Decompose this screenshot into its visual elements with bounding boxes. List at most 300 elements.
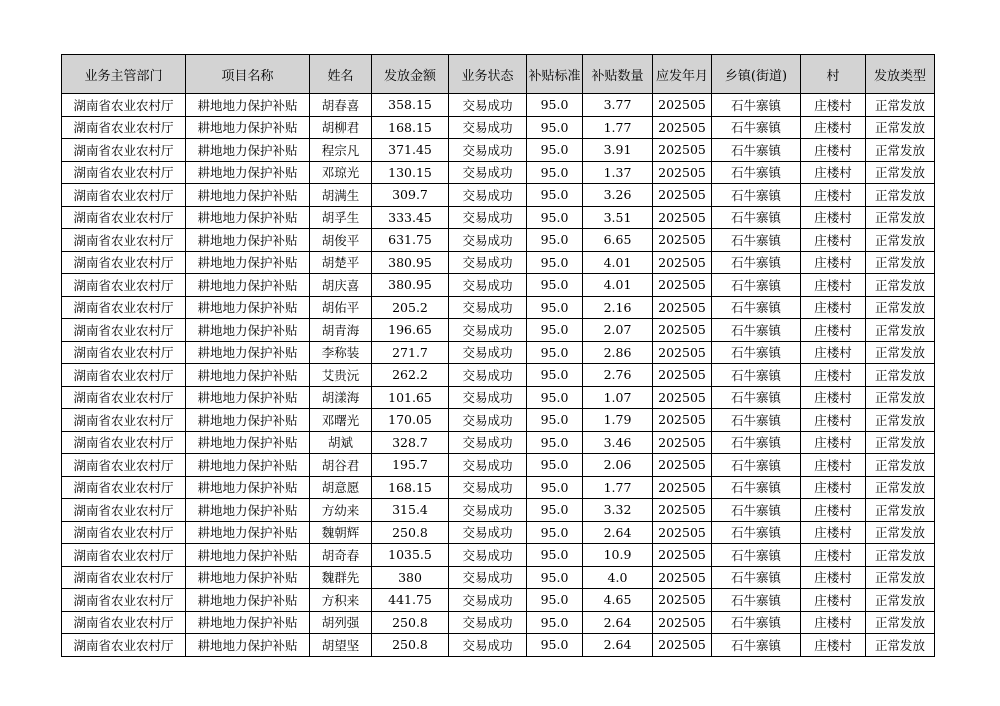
cell-quantity: 2.64 (583, 521, 653, 544)
cell-township: 石牛寨镇 (712, 409, 801, 432)
cell-name: 胡漾海 (310, 386, 372, 409)
cell-township: 石牛寨镇 (712, 206, 801, 229)
table-row (62, 139, 935, 162)
cell-quantity: 6.65 (583, 229, 653, 252)
cell-department: 湖南省农业农村厅 (62, 319, 186, 342)
cell-village: 庄楼村 (801, 364, 866, 387)
cell-project: 耕地地力保护补贴 (186, 634, 310, 657)
table-row (62, 184, 935, 207)
cell-period: 202505 (653, 544, 712, 567)
cell-quantity: 1.77 (583, 476, 653, 499)
cell-payout-type: 正常发放 (866, 454, 935, 477)
cell-standard: 95.0 (527, 94, 583, 117)
cell-amount: 333.45 (372, 206, 449, 229)
cell-village: 庄楼村 (801, 409, 866, 432)
cell-quantity: 1.07 (583, 386, 653, 409)
cell-quantity: 4.01 (583, 274, 653, 297)
cell-period: 202505 (653, 274, 712, 297)
column-header-quantity: 补贴数量 (583, 55, 653, 94)
cell-period: 202505 (653, 184, 712, 207)
cell-amount: 328.7 (372, 431, 449, 454)
cell-department: 湖南省农业农村厅 (62, 229, 186, 252)
table-row (62, 319, 935, 342)
cell-township: 石牛寨镇 (712, 319, 801, 342)
cell-quantity: 3.77 (583, 94, 653, 117)
cell-department: 湖南省农业农村厅 (62, 499, 186, 522)
cell-township: 石牛寨镇 (712, 431, 801, 454)
cell-standard: 95.0 (527, 251, 583, 274)
cell-name: 方幼来 (310, 499, 372, 522)
cell-standard: 95.0 (527, 139, 583, 162)
column-header-department: 业务主管部门 (62, 55, 186, 94)
cell-period: 202505 (653, 161, 712, 184)
cell-name: 胡俊平 (310, 229, 372, 252)
cell-department: 湖南省农业农村厅 (62, 386, 186, 409)
cell-name: 方积来 (310, 589, 372, 612)
cell-village: 庄楼村 (801, 454, 866, 477)
cell-department: 湖南省农业农村厅 (62, 566, 186, 589)
cell-department: 湖南省农业农村厅 (62, 521, 186, 544)
cell-status: 交易成功 (449, 296, 527, 319)
cell-village: 庄楼村 (801, 161, 866, 184)
table-row (62, 544, 935, 567)
column-header-period: 应发年月 (653, 55, 712, 94)
table-row (62, 94, 935, 117)
cell-standard: 95.0 (527, 409, 583, 432)
cell-period: 202505 (653, 634, 712, 657)
cell-name: 邓琼光 (310, 161, 372, 184)
cell-name: 胡佑平 (310, 296, 372, 319)
cell-township: 石牛寨镇 (712, 341, 801, 364)
cell-project: 耕地地力保护补贴 (186, 319, 310, 342)
table-row (62, 499, 935, 522)
cell-standard: 95.0 (527, 206, 583, 229)
cell-amount: 170.05 (372, 409, 449, 432)
cell-department: 湖南省农业农村厅 (62, 589, 186, 612)
table-row (62, 431, 935, 454)
cell-status: 交易成功 (449, 386, 527, 409)
cell-department: 湖南省农业农村厅 (62, 296, 186, 319)
cell-project: 耕地地力保护补贴 (186, 386, 310, 409)
table-row (62, 206, 935, 229)
cell-standard: 95.0 (527, 544, 583, 567)
cell-period: 202505 (653, 566, 712, 589)
table-row (62, 251, 935, 274)
cell-amount: 168.15 (372, 476, 449, 499)
cell-department: 湖南省农业农村厅 (62, 544, 186, 567)
cell-project: 耕地地力保护补贴 (186, 116, 310, 139)
cell-name: 胡望坚 (310, 634, 372, 657)
cell-standard: 95.0 (527, 341, 583, 364)
cell-payout-type: 正常发放 (866, 139, 935, 162)
cell-project: 耕地地力保护补贴 (186, 521, 310, 544)
cell-status: 交易成功 (449, 431, 527, 454)
column-header-project: 项目名称 (186, 55, 310, 94)
cell-amount: 358.15 (372, 94, 449, 117)
table-row (62, 274, 935, 297)
cell-project: 耕地地力保护补贴 (186, 566, 310, 589)
cell-amount: 315.4 (372, 499, 449, 522)
cell-standard: 95.0 (527, 476, 583, 499)
cell-quantity: 3.51 (583, 206, 653, 229)
cell-name: 艾贵沅 (310, 364, 372, 387)
cell-payout-type: 正常发放 (866, 566, 935, 589)
cell-amount: 250.8 (372, 521, 449, 544)
cell-name: 胡柳君 (310, 116, 372, 139)
cell-amount: 250.8 (372, 634, 449, 657)
cell-payout-type: 正常发放 (866, 409, 935, 432)
cell-quantity: 1.37 (583, 161, 653, 184)
cell-township: 石牛寨镇 (712, 386, 801, 409)
cell-quantity: 2.64 (583, 611, 653, 634)
cell-period: 202505 (653, 476, 712, 499)
cell-quantity: 3.26 (583, 184, 653, 207)
cell-project: 耕地地力保护补贴 (186, 431, 310, 454)
cell-village: 庄楼村 (801, 341, 866, 364)
cell-village: 庄楼村 (801, 94, 866, 117)
cell-department: 湖南省农业农村厅 (62, 454, 186, 477)
cell-status: 交易成功 (449, 476, 527, 499)
table-row (62, 364, 935, 387)
table-row (62, 611, 935, 634)
cell-department: 湖南省农业农村厅 (62, 116, 186, 139)
cell-payout-type: 正常发放 (866, 611, 935, 634)
cell-status: 交易成功 (449, 589, 527, 612)
column-header-payout-type: 发放类型 (866, 55, 935, 94)
cell-township: 石牛寨镇 (712, 274, 801, 297)
cell-standard: 95.0 (527, 296, 583, 319)
cell-name: 胡楚平 (310, 251, 372, 274)
cell-name: 胡意愿 (310, 476, 372, 499)
cell-township: 石牛寨镇 (712, 296, 801, 319)
cell-standard: 95.0 (527, 634, 583, 657)
cell-amount: 631.75 (372, 229, 449, 252)
cell-period: 202505 (653, 319, 712, 342)
cell-payout-type: 正常发放 (866, 431, 935, 454)
cell-period: 202505 (653, 229, 712, 252)
column-header-village: 村 (801, 55, 866, 94)
table-row (62, 296, 935, 319)
cell-standard: 95.0 (527, 589, 583, 612)
cell-village: 庄楼村 (801, 296, 866, 319)
cell-village: 庄楼村 (801, 386, 866, 409)
cell-project: 耕地地力保护补贴 (186, 341, 310, 364)
cell-period: 202505 (653, 611, 712, 634)
cell-department: 湖南省农业农村厅 (62, 611, 186, 634)
cell-amount: 130.15 (372, 161, 449, 184)
cell-quantity: 3.91 (583, 139, 653, 162)
cell-standard: 95.0 (527, 566, 583, 589)
cell-quantity: 2.86 (583, 341, 653, 364)
cell-amount: 101.65 (372, 386, 449, 409)
cell-standard: 95.0 (527, 229, 583, 252)
cell-project: 耕地地力保护补贴 (186, 454, 310, 477)
cell-period: 202505 (653, 409, 712, 432)
cell-name: 胡青海 (310, 319, 372, 342)
cell-period: 202505 (653, 364, 712, 387)
cell-status: 交易成功 (449, 94, 527, 117)
cell-project: 耕地地力保护补贴 (186, 94, 310, 117)
cell-village: 庄楼村 (801, 184, 866, 207)
cell-department: 湖南省农业农村厅 (62, 431, 186, 454)
cell-standard: 95.0 (527, 431, 583, 454)
column-header-amount: 发放金额 (372, 55, 449, 94)
cell-quantity: 3.32 (583, 499, 653, 522)
cell-standard: 95.0 (527, 364, 583, 387)
cell-standard: 95.0 (527, 521, 583, 544)
cell-name: 魏朝辉 (310, 521, 372, 544)
cell-payout-type: 正常发放 (866, 341, 935, 364)
table-row (62, 476, 935, 499)
cell-township: 石牛寨镇 (712, 566, 801, 589)
cell-amount: 195.7 (372, 454, 449, 477)
cell-amount: 205.2 (372, 296, 449, 319)
cell-village: 庄楼村 (801, 476, 866, 499)
cell-standard: 95.0 (527, 386, 583, 409)
cell-name: 胡庆喜 (310, 274, 372, 297)
cell-payout-type: 正常发放 (866, 296, 935, 319)
cell-standard: 95.0 (527, 184, 583, 207)
cell-payout-type: 正常发放 (866, 544, 935, 567)
cell-name: 魏群先 (310, 566, 372, 589)
cell-township: 石牛寨镇 (712, 611, 801, 634)
cell-quantity: 3.46 (583, 431, 653, 454)
cell-department: 湖南省农业农村厅 (62, 161, 186, 184)
cell-township: 石牛寨镇 (712, 251, 801, 274)
cell-standard: 95.0 (527, 116, 583, 139)
cell-name: 胡列强 (310, 611, 372, 634)
cell-amount: 380.95 (372, 251, 449, 274)
cell-status: 交易成功 (449, 499, 527, 522)
cell-project: 耕地地力保护补贴 (186, 611, 310, 634)
cell-township: 石牛寨镇 (712, 139, 801, 162)
cell-village: 庄楼村 (801, 544, 866, 567)
cell-project: 耕地地力保护补贴 (186, 544, 310, 567)
cell-township: 石牛寨镇 (712, 544, 801, 567)
cell-quantity: 1.79 (583, 409, 653, 432)
cell-amount: 271.7 (372, 341, 449, 364)
cell-status: 交易成功 (449, 274, 527, 297)
cell-period: 202505 (653, 94, 712, 117)
cell-status: 交易成功 (449, 206, 527, 229)
cell-project: 耕地地力保护补贴 (186, 161, 310, 184)
cell-payout-type: 正常发放 (866, 274, 935, 297)
cell-quantity: 2.06 (583, 454, 653, 477)
table-row (62, 116, 935, 139)
cell-township: 石牛寨镇 (712, 229, 801, 252)
cell-quantity: 2.07 (583, 319, 653, 342)
cell-status: 交易成功 (449, 521, 527, 544)
subsidy-table (61, 54, 935, 657)
cell-village: 庄楼村 (801, 431, 866, 454)
cell-status: 交易成功 (449, 341, 527, 364)
cell-payout-type: 正常发放 (866, 364, 935, 387)
cell-standard: 95.0 (527, 161, 583, 184)
table-row (62, 161, 935, 184)
cell-township: 石牛寨镇 (712, 499, 801, 522)
cell-project: 耕地地力保护补贴 (186, 229, 310, 252)
cell-period: 202505 (653, 454, 712, 477)
cell-payout-type: 正常发放 (866, 206, 935, 229)
cell-standard: 95.0 (527, 319, 583, 342)
cell-village: 庄楼村 (801, 566, 866, 589)
cell-quantity: 2.64 (583, 634, 653, 657)
column-header-standard: 补贴标准 (527, 55, 583, 94)
cell-department: 湖南省农业农村厅 (62, 341, 186, 364)
cell-quantity: 4.65 (583, 589, 653, 612)
cell-department: 湖南省农业农村厅 (62, 364, 186, 387)
cell-status: 交易成功 (449, 319, 527, 342)
cell-village: 庄楼村 (801, 499, 866, 522)
table-row (62, 386, 935, 409)
cell-department: 湖南省农业农村厅 (62, 94, 186, 117)
cell-period: 202505 (653, 139, 712, 162)
cell-quantity: 2.76 (583, 364, 653, 387)
cell-department: 湖南省农业农村厅 (62, 409, 186, 432)
cell-village: 庄楼村 (801, 206, 866, 229)
cell-payout-type: 正常发放 (866, 319, 935, 342)
cell-amount: 168.15 (372, 116, 449, 139)
cell-period: 202505 (653, 589, 712, 612)
cell-status: 交易成功 (449, 116, 527, 139)
cell-amount: 441.75 (372, 589, 449, 612)
table-row (62, 589, 935, 612)
cell-name: 胡春喜 (310, 94, 372, 117)
cell-village: 庄楼村 (801, 521, 866, 544)
cell-department: 湖南省农业农村厅 (62, 476, 186, 499)
cell-status: 交易成功 (449, 634, 527, 657)
cell-department: 湖南省农业农村厅 (62, 251, 186, 274)
cell-village: 庄楼村 (801, 319, 866, 342)
cell-township: 石牛寨镇 (712, 116, 801, 139)
cell-amount: 250.8 (372, 611, 449, 634)
table-row (62, 229, 935, 252)
cell-quantity: 10.9 (583, 544, 653, 567)
cell-department: 湖南省农业农村厅 (62, 139, 186, 162)
cell-department: 湖南省农业农村厅 (62, 206, 186, 229)
table-row (62, 634, 935, 657)
cell-project: 耕地地力保护补贴 (186, 296, 310, 319)
cell-period: 202505 (653, 386, 712, 409)
cell-name: 李称装 (310, 341, 372, 364)
cell-project: 耕地地力保护补贴 (186, 476, 310, 499)
cell-amount: 380 (372, 566, 449, 589)
cell-amount: 371.45 (372, 139, 449, 162)
cell-township: 石牛寨镇 (712, 364, 801, 387)
cell-project: 耕地地力保护补贴 (186, 251, 310, 274)
cell-period: 202505 (653, 499, 712, 522)
cell-payout-type: 正常发放 (866, 589, 935, 612)
cell-village: 庄楼村 (801, 139, 866, 162)
cell-township: 石牛寨镇 (712, 521, 801, 544)
cell-name: 胡斌 (310, 431, 372, 454)
cell-project: 耕地地力保护补贴 (186, 139, 310, 162)
cell-period: 202505 (653, 341, 712, 364)
cell-status: 交易成功 (449, 251, 527, 274)
cell-project: 耕地地力保护补贴 (186, 364, 310, 387)
cell-status: 交易成功 (449, 409, 527, 432)
column-header-township: 乡镇(街道) (712, 55, 801, 94)
cell-quantity: 1.77 (583, 116, 653, 139)
cell-amount: 309.7 (372, 184, 449, 207)
cell-name: 程宗凡 (310, 139, 372, 162)
column-header-status: 业务状态 (449, 55, 527, 94)
cell-status: 交易成功 (449, 364, 527, 387)
cell-quantity: 4.01 (583, 251, 653, 274)
cell-amount: 196.65 (372, 319, 449, 342)
cell-village: 庄楼村 (801, 274, 866, 297)
cell-standard: 95.0 (527, 274, 583, 297)
cell-project: 耕地地力保护补贴 (186, 184, 310, 207)
cell-amount: 262.2 (372, 364, 449, 387)
cell-amount: 380.95 (372, 274, 449, 297)
cell-village: 庄楼村 (801, 634, 866, 657)
cell-payout-type: 正常发放 (866, 94, 935, 117)
cell-payout-type: 正常发放 (866, 634, 935, 657)
cell-village: 庄楼村 (801, 116, 866, 139)
cell-project: 耕地地力保护补贴 (186, 409, 310, 432)
cell-standard: 95.0 (527, 499, 583, 522)
cell-payout-type: 正常发放 (866, 476, 935, 499)
cell-status: 交易成功 (449, 184, 527, 207)
cell-period: 202505 (653, 431, 712, 454)
table-row (62, 341, 935, 364)
cell-village: 庄楼村 (801, 611, 866, 634)
cell-period: 202505 (653, 206, 712, 229)
cell-project: 耕地地力保护补贴 (186, 206, 310, 229)
cell-project: 耕地地力保护补贴 (186, 499, 310, 522)
header-row (62, 55, 935, 94)
cell-project: 耕地地力保护补贴 (186, 589, 310, 612)
cell-department: 湖南省农业农村厅 (62, 184, 186, 207)
table-row (62, 454, 935, 477)
cell-township: 石牛寨镇 (712, 634, 801, 657)
cell-township: 石牛寨镇 (712, 476, 801, 499)
cell-quantity: 2.16 (583, 296, 653, 319)
cell-standard: 95.0 (527, 611, 583, 634)
cell-payout-type: 正常发放 (866, 116, 935, 139)
cell-township: 石牛寨镇 (712, 184, 801, 207)
cell-status: 交易成功 (449, 544, 527, 567)
cell-quantity: 4.0 (583, 566, 653, 589)
cell-township: 石牛寨镇 (712, 589, 801, 612)
cell-payout-type: 正常发放 (866, 386, 935, 409)
cell-status: 交易成功 (449, 566, 527, 589)
cell-department: 湖南省农业农村厅 (62, 634, 186, 657)
cell-status: 交易成功 (449, 611, 527, 634)
cell-payout-type: 正常发放 (866, 521, 935, 544)
cell-name: 邓曙光 (310, 409, 372, 432)
cell-payout-type: 正常发放 (866, 184, 935, 207)
cell-status: 交易成功 (449, 229, 527, 252)
cell-township: 石牛寨镇 (712, 94, 801, 117)
table-row (62, 521, 935, 544)
cell-amount: 1035.5 (372, 544, 449, 567)
cell-village: 庄楼村 (801, 589, 866, 612)
cell-status: 交易成功 (449, 161, 527, 184)
cell-township: 石牛寨镇 (712, 161, 801, 184)
cell-payout-type: 正常发放 (866, 251, 935, 274)
cell-period: 202505 (653, 251, 712, 274)
cell-name: 胡奇春 (310, 544, 372, 567)
cell-payout-type: 正常发放 (866, 229, 935, 252)
cell-name: 胡满生 (310, 184, 372, 207)
cell-name: 胡谷君 (310, 454, 372, 477)
cell-period: 202505 (653, 296, 712, 319)
cell-standard: 95.0 (527, 454, 583, 477)
column-header-name: 姓名 (310, 55, 372, 94)
cell-township: 石牛寨镇 (712, 454, 801, 477)
